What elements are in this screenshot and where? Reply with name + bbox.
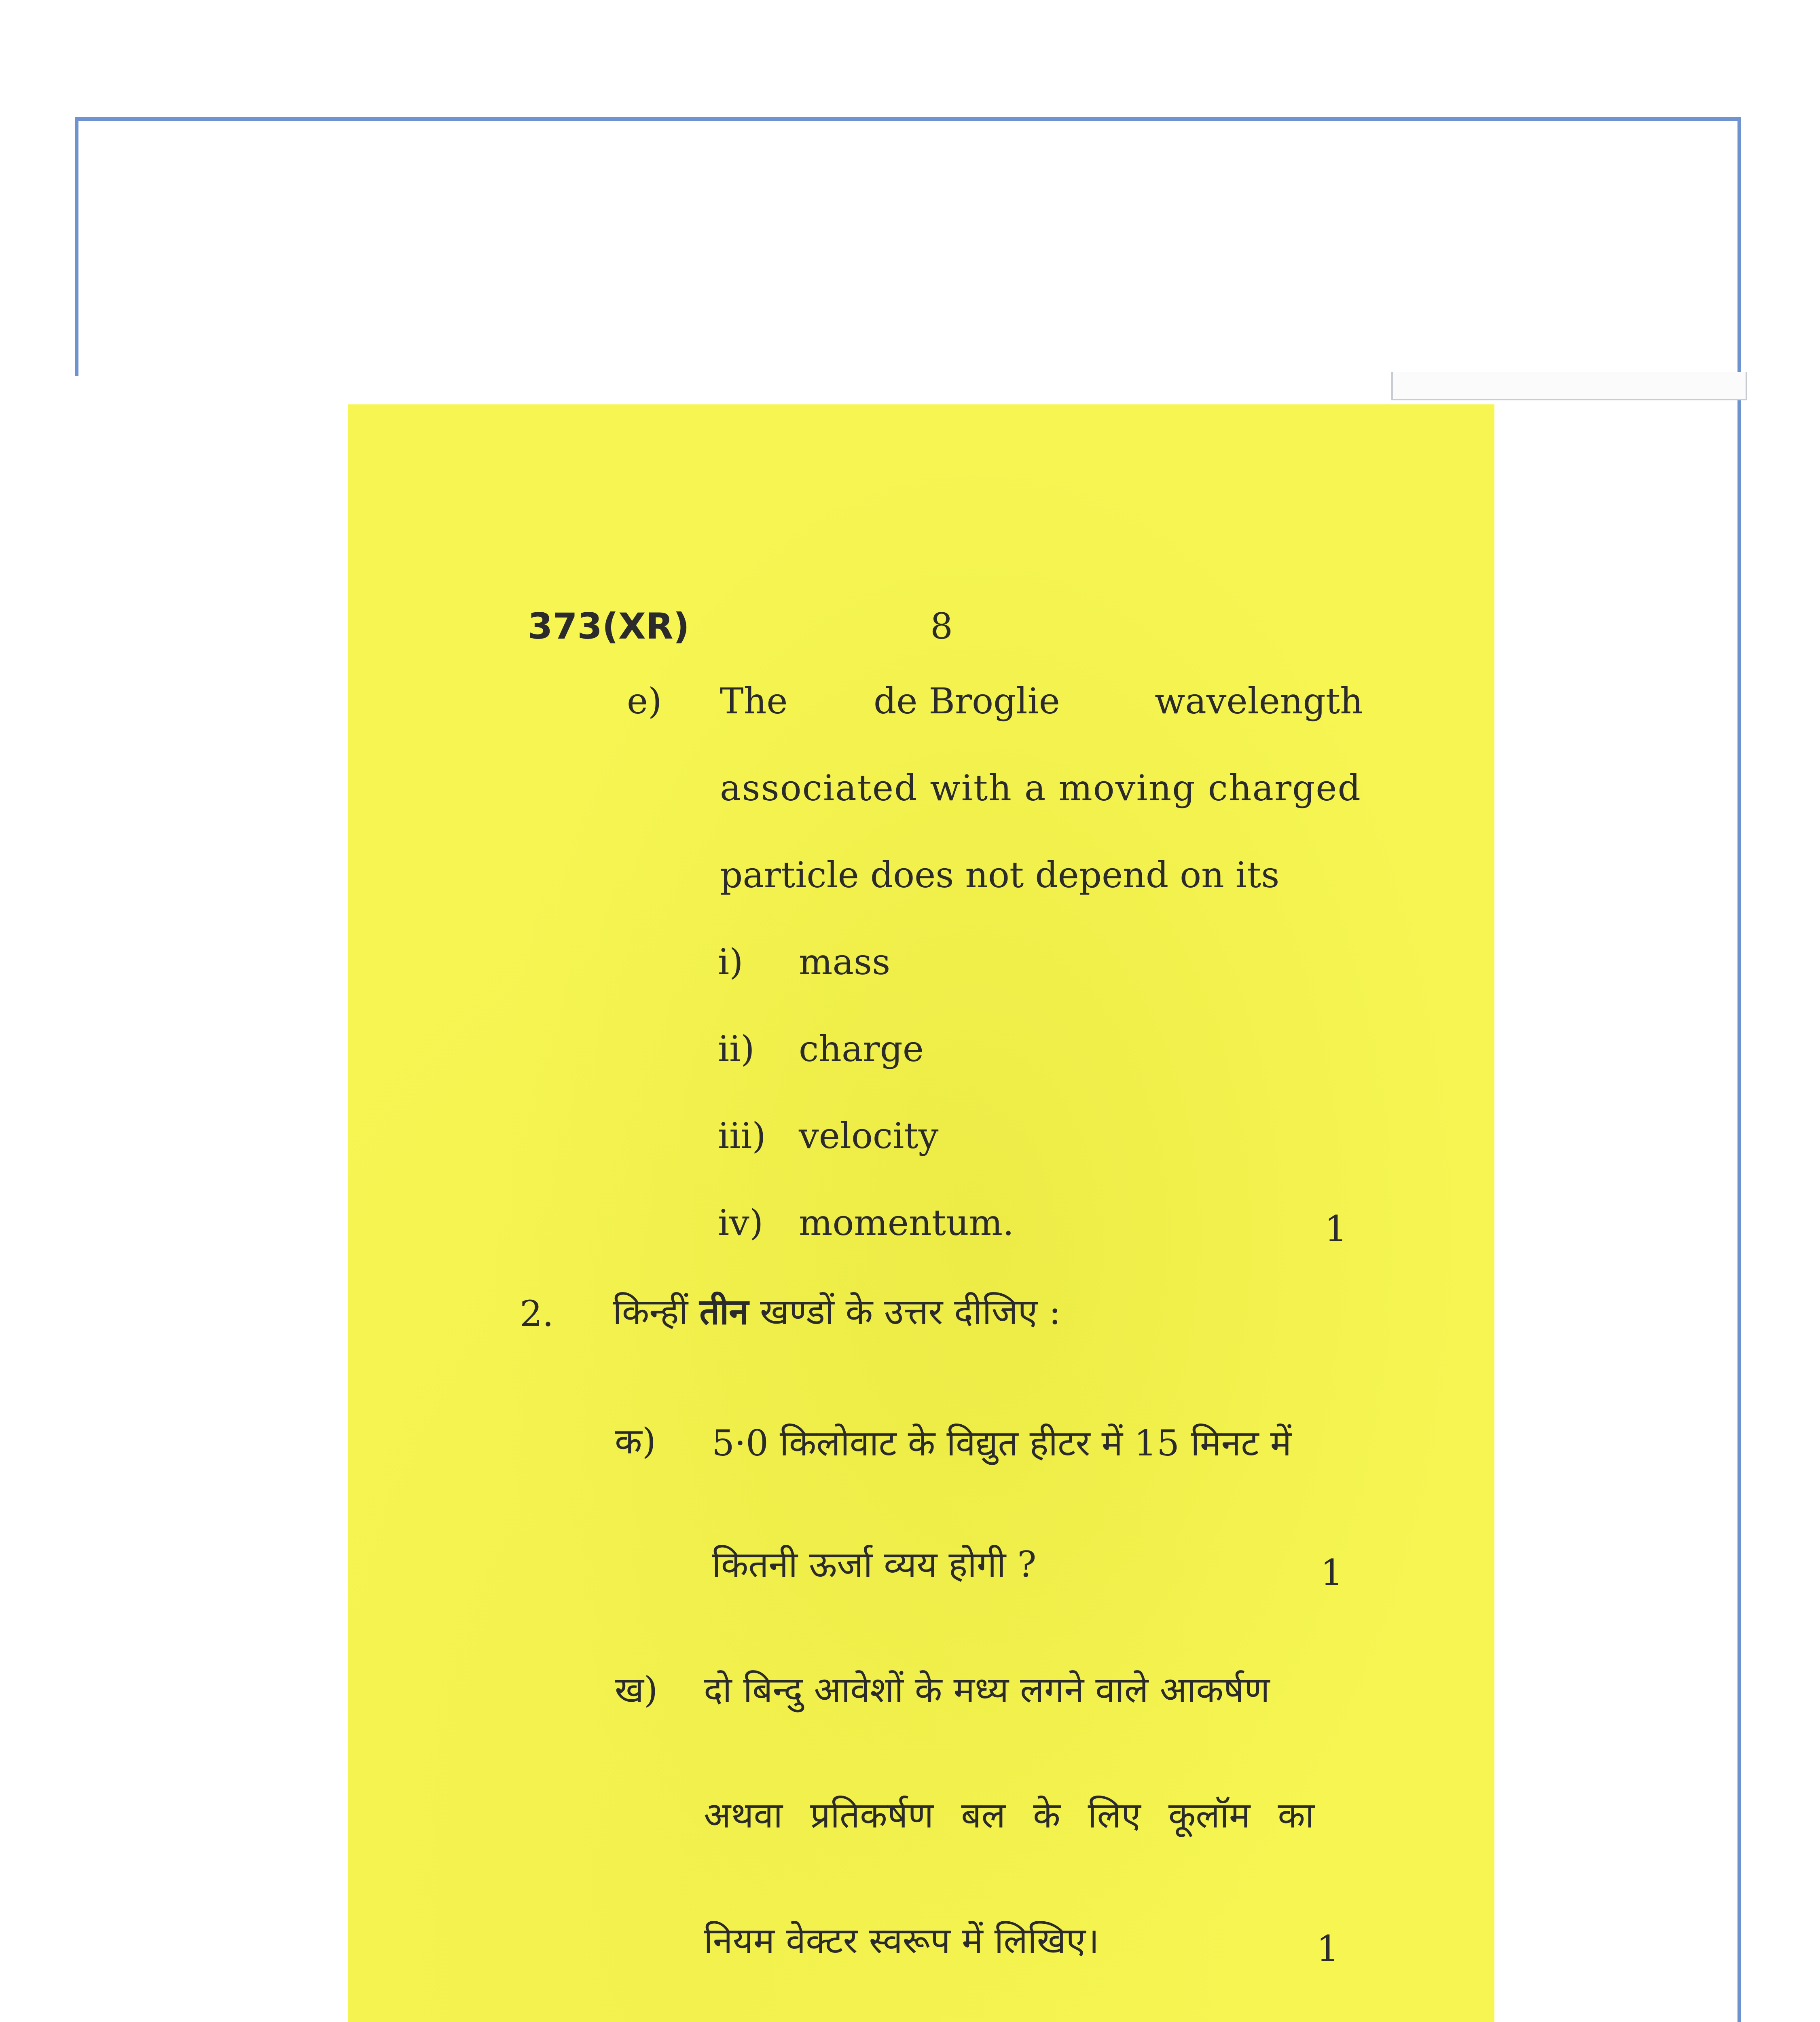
paper-code: 373(XR)	[528, 605, 690, 647]
option-1-num: i)	[718, 941, 743, 983]
part-kha-line-3: नियम वेक्टर स्वरूप में लिखिए।	[704, 1920, 1099, 1961]
question-e-word-3: wavelength	[1155, 680, 1363, 722]
part-kha-label: ख)	[615, 1669, 658, 1711]
question-e-line-2: associated with a moving charged	[720, 767, 1361, 809]
border-gap	[73, 376, 81, 2022]
option-2-num: ii)	[718, 1028, 755, 1070]
page-number: 8	[930, 605, 953, 647]
option-2-text: charge	[799, 1028, 924, 1070]
option-3-num: iii)	[718, 1115, 766, 1157]
question-e-marks: 1	[1325, 1208, 1347, 1250]
option-1-text: mass	[799, 941, 891, 983]
scanned-question-sheet	[348, 404, 1494, 2022]
question-e-word-1: The	[720, 680, 788, 722]
part-ka-line-1: 5·0 किलोवाट के विद्युत हीटर में 15 मिनट में	[712, 1422, 1292, 1464]
tab-stub	[1391, 372, 1747, 400]
part-kha-line-1: दो बिन्दु आवेशों के मध्य लगने वाले आकर्षण	[704, 1669, 1270, 1711]
question-e-label: e)	[627, 680, 662, 722]
option-4-num: iv)	[718, 1202, 764, 1244]
option-4-text: momentum.	[799, 1202, 1014, 1244]
part-ka-marks: 1	[1321, 1552, 1343, 1593]
part-ka-label: क)	[615, 1420, 656, 1462]
question-2-number: 2.	[520, 1293, 554, 1335]
part-kha-marks: 1	[1316, 1928, 1339, 1969]
question-e-word-2: de Broglie	[874, 680, 1060, 722]
question-2-post: खण्डों के उत्तर दीजिए :	[760, 1291, 1061, 1332]
option-3-text: velocity	[799, 1115, 939, 1157]
question-2-bold-word: तीन	[699, 1291, 749, 1332]
question-e-line-3: particle does not depend on its	[720, 854, 1280, 896]
part-ka-line-2: कितनी ऊर्जा व्यय होगी ?	[712, 1544, 1037, 1585]
question-2-heading	[613, 1291, 1061, 1332]
question-2-pre: किन्हीं	[613, 1291, 688, 1332]
part-kha-line-2: अथवा प्रतिकर्षण बल के लिए कूलॉम का	[704, 1794, 1314, 1836]
